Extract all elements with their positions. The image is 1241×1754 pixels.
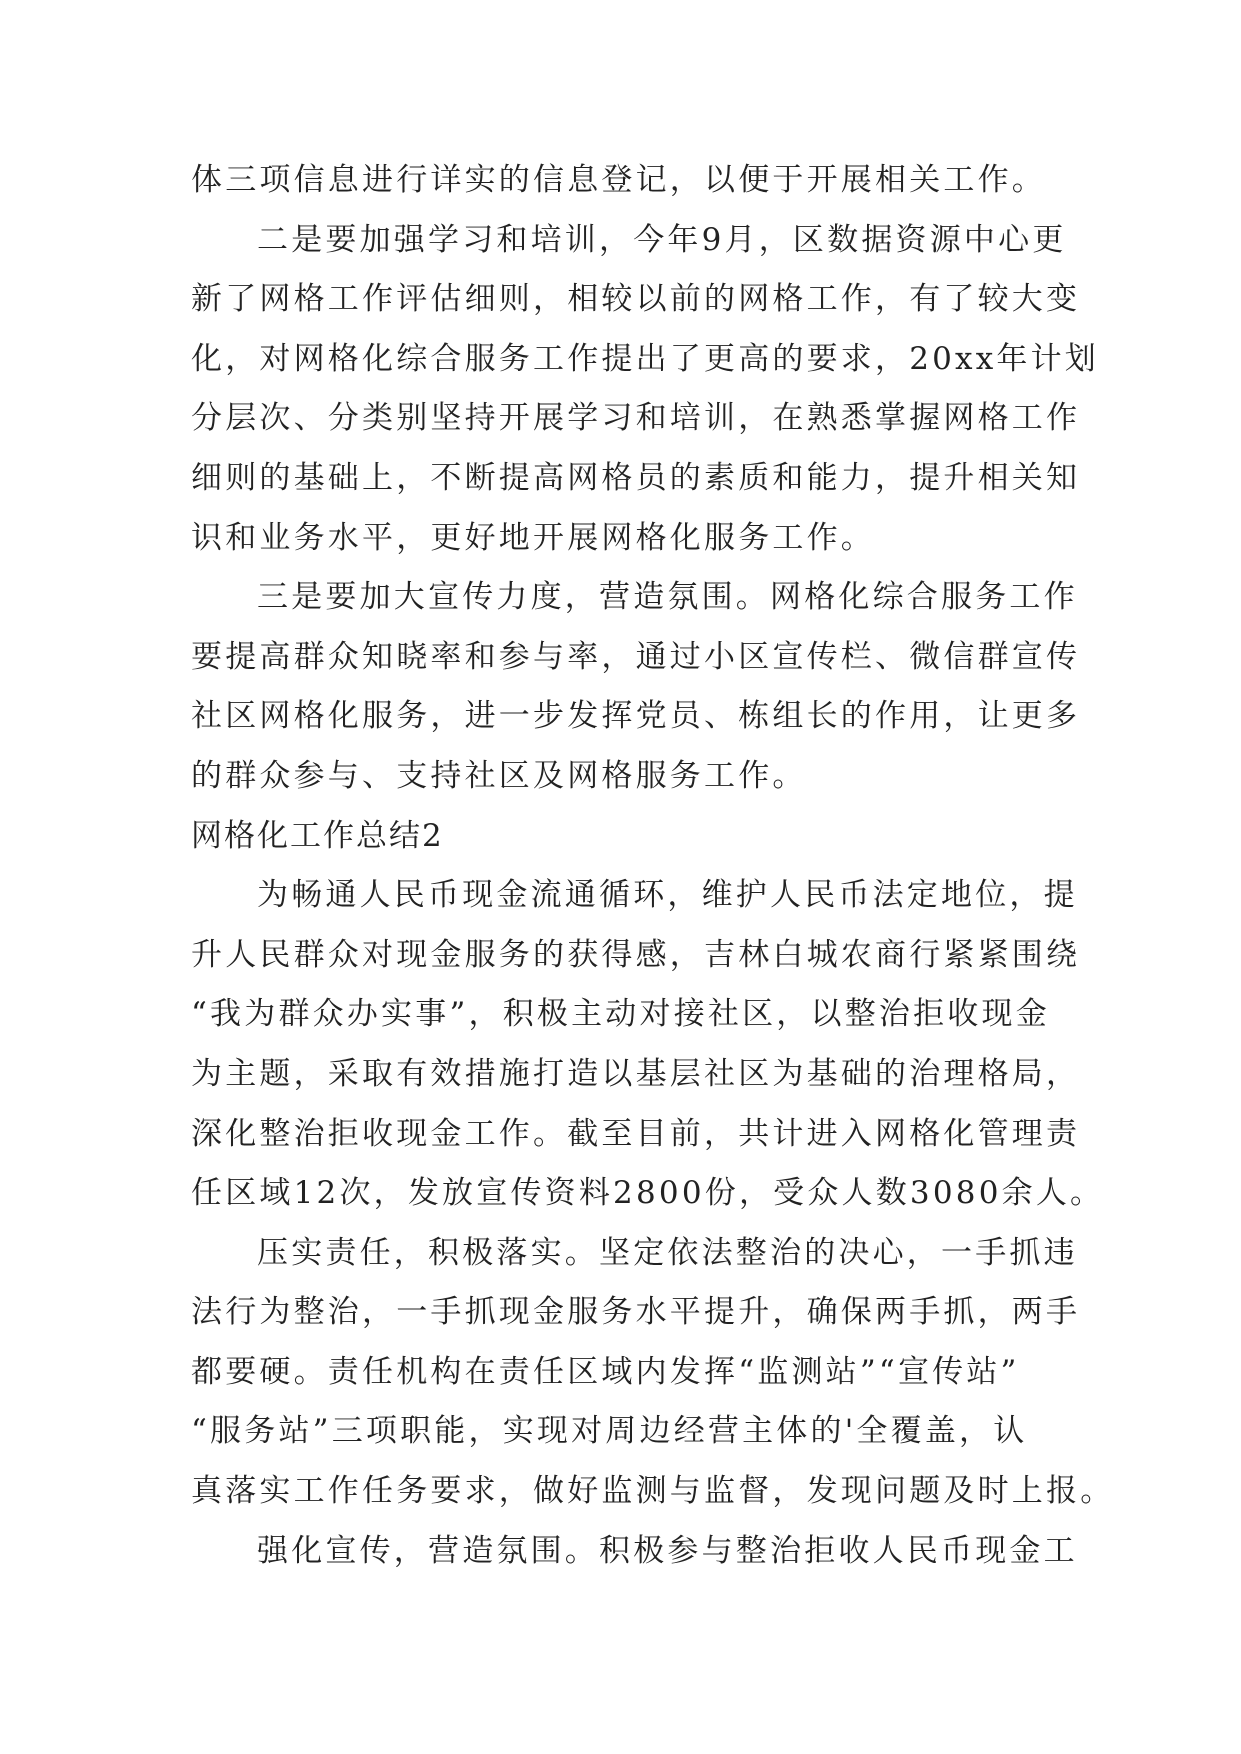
text-line: 社区网格化服务，进一步发挥党员、栋组长的作用，让更多 [191,698,1081,735]
text-line: 深化整治拒收现金工作。截至目前，共计进入网格化管理责 [191,1115,1081,1152]
text-line: 分层次、分类别坚持开展学习和培训，在熟悉掌握网格工作 [191,400,1081,437]
section-heading: 网格化工作总结2 [191,817,444,854]
text-line: 要提高群众知晓率和参与率，通过小区宣传栏、微信群宣传 [191,638,1081,675]
text-line: 识和业务水平，更好地开展网格化服务工作。 [191,519,875,556]
text-line: 新了网格工作评估细则，相较以前的网格工作，有了较大变 [191,281,1081,318]
text-line: 法行为整治，一手抓现金服务水平提升，确保两手抓，两手 [191,1294,1081,1331]
text-line: 为主题，采取有效措施打造以基层社区为基础的治理格局， [191,1055,1081,1092]
text-line: 都要硬。责任机构在责任区域内发挥“监测站”“宣传站” [191,1353,1020,1390]
paragraph-start-line: 压实责任，积极落实。坚定依法整治的决心，一手抓违 [257,1234,1078,1271]
text-line: 升人民群众对现金服务的获得感，吉林白城农商行紧紧围绕 [191,936,1081,973]
text-line: 细则的基础上，不断提高网格员的素质和能力，提升相关知 [191,459,1081,496]
text-line: 真落实工作任务要求，做好监测与监督，发现问题及时上报。 [191,1473,1115,1510]
paragraph-start-line: 三是要加大宣传力度，营造氛围。网格化综合服务工作 [257,579,1078,616]
paragraph-start-line: 强化宣传，营造氛围。积极参与整治拒收人民币现金工 [257,1532,1078,1569]
text-line: “我为群众办实事”，积极主动对接社区，以整治拒收现金 [191,996,1050,1033]
paragraph-start-line: 二是要加强学习和培训，今年9月，区数据资源中心更 [257,221,1067,258]
text-line: 的群众参与、支持社区及网格服务工作。 [191,757,807,794]
text-line: “服务站”三项职能，实现对周边经营主体的'全覆盖，认 [191,1413,1028,1450]
text-line: 化，对网格化综合服务工作提出了更高的要求，20xx年计划 [191,340,1100,377]
text-line: 体三项信息进行详实的信息登记，以便于开展相关工作。 [191,162,1046,198]
document-body [191,151,1115,1581]
paragraph-start-line: 为畅通人民币现金流通循环，维护人民币法定地位，提 [257,877,1078,914]
text-line: 任区域12次，发放宣传资料2800份，受众人数3080余人。 [191,1175,1105,1212]
